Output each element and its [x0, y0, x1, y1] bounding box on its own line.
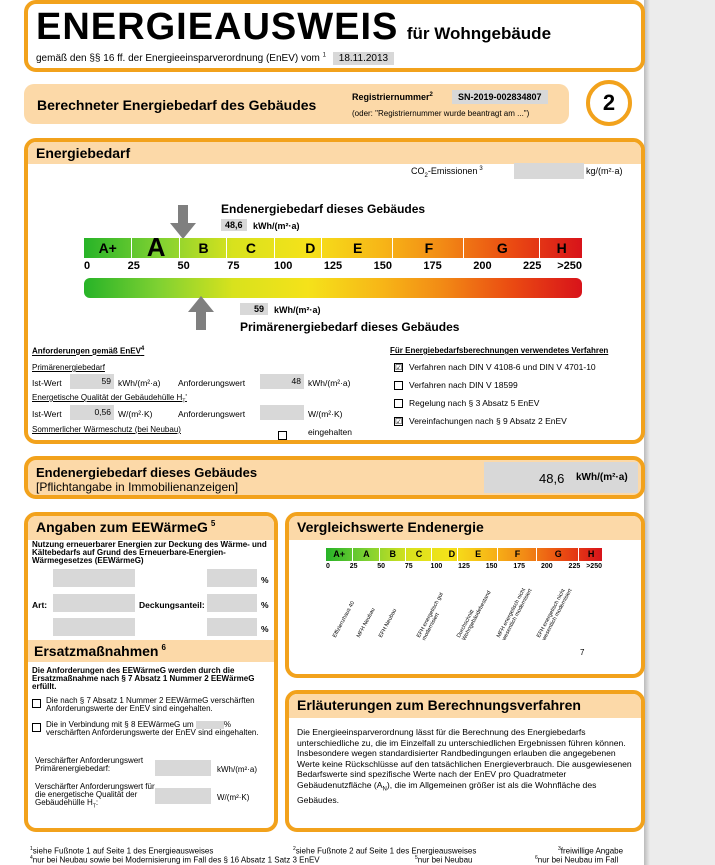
primary-energy-title: Primärenergiebedarf dieses Gebäudes: [240, 320, 460, 334]
ist-unit: kWh/(m²·a): [118, 378, 161, 388]
primary-energy-value: 59: [240, 303, 268, 315]
vergleich-marker-label: Durchschnitt Wohngebäudebestand: [456, 590, 493, 642]
endenergie-summary-value: 48,6: [539, 471, 565, 486]
scale-tick-label: 25: [349, 563, 358, 570]
verfahren-title: Für Energiebedarfsberechnungen verwendetes Verfahren: [390, 346, 609, 355]
ersatz-option-1-checkbox[interactable]: [32, 699, 41, 708]
registration-label: Registriernummer$^2$: [352, 92, 433, 102]
endenergie-summary-unit: kWh/(m²·a): [576, 472, 628, 483]
ist2-value: 0,56: [70, 405, 114, 420]
scale-class-label: E: [457, 548, 497, 561]
scale-class-label: B: [379, 548, 406, 561]
enev-date: 18.11.2013: [333, 52, 394, 65]
pct-3: %: [261, 624, 269, 634]
anforderungen-title: Anforderungen gemäß EnEV$^4$: [32, 346, 145, 356]
scale-tick-label: 75: [404, 563, 413, 570]
registration-number: SN-2019-002834807: [452, 90, 548, 104]
ersatz-v2-label: Verschärfter Anforderungswert für die energetische Qualität der Gebäudehülle $H_T$:: [35, 782, 155, 810]
verfahren-checkbox[interactable]: ☑: [395, 363, 403, 373]
endenergie-summary-title: Endenergiebedarf dieses Gebäudes: [36, 465, 258, 480]
sommer-checkbox[interactable]: [278, 427, 293, 445]
scale-tick-label: 50: [377, 563, 386, 570]
scale-class-label: F: [497, 548, 537, 561]
verfahren-item: ☑ Verfahren nach DIN V 4108-6 und DIN V 4701-10: [395, 362, 596, 373]
end-energy-unit: kWh/(m²·a): [253, 221, 300, 231]
co2-unit: kg/(m²·a): [586, 166, 623, 176]
scale-class-label: B: [179, 238, 227, 258]
eewaermeg-art-field-3: [53, 618, 135, 636]
section-title: Berechneter Energiebedarf des Gebäudes: [37, 97, 317, 113]
ersatz-v1-label: Verschärfter Anforderungswert Primärenergiebedarf:: [35, 756, 144, 773]
erlaeuterung-header: Erläuterungen zum Berechnungsverfahren: [289, 694, 641, 718]
sommer-eingehalten: eingehalten: [308, 427, 352, 437]
scale-tick-label: 200: [540, 563, 553, 570]
vergleich-marker-label: MFH Neubau: [356, 607, 377, 639]
anf2-value: [260, 405, 304, 420]
pct-2: %: [261, 600, 269, 610]
header-box: [24, 0, 645, 72]
vergleich-scale: [326, 548, 602, 578]
eewaermeg-desc: Nutzung erneuerbarer Energien zur Deckung des Wärme- und Kältebedarfs auf Grund des Erneuerbare-Energien-Wärmegesetzes (EEWärmeG): [32, 540, 267, 565]
scale-tick-label: 75: [227, 260, 240, 272]
vergleich-marker-label: EFH energetisch gut modernisiert: [416, 591, 445, 642]
ersatz-option-2: Die in Verbindung mit § 8 EEWärmeG um % verschärften Anforderungswerte der EnEV sind eingehalten.: [32, 721, 268, 737]
erlaeuterung-text: Die Energieeinsparverordnung lässt für die Berechnung des Energiebedarfs unterschiedliche zu, die im Einzelfall zu unterschiedlichen Ergebnissen führen können. Insbesondere wegen standardisierter Randbedingungen erlauben die angegebenen Werte keine Rückschlüsse auf den tatsächlichen Energieverbrauch. Die ausgewiesenen Bedarfswerte sind spezifische Werte nach der EnEV pro Quadratmeter Gebäudenutzfläche $(A_N)$, die im Allgemeinen größer ist als die Wohnfläche des Gebäudes.: [297, 727, 632, 805]
registration-note: (oder: "Registriernummer wurde beantragt am ..."): [352, 109, 530, 118]
anf-unit: kWh/(m²·a): [308, 378, 351, 388]
vergleich-markers: [326, 578, 602, 658]
scale-tick-label: 175: [513, 563, 526, 570]
primary-energy-arrow-icon: [188, 296, 214, 330]
scale-class-label: A+: [98, 240, 117, 256]
scale-tick-label: 150: [485, 563, 498, 570]
scale-class-label: G: [463, 238, 540, 258]
scale-tick-label: 50: [177, 260, 190, 272]
eewaermeg-art-field-2: [53, 594, 135, 612]
anf2-label: Anforderungswert: [178, 409, 246, 419]
ersatz-v2-unit: W/(m²·K): [217, 793, 250, 802]
scale-lower-band: [84, 278, 582, 298]
endenergie-summary-box: [24, 456, 645, 499]
scale-class-label: C: [405, 548, 432, 561]
ist2-label: Ist-Wert: [32, 409, 62, 419]
scale-tick-label: 200: [473, 260, 492, 272]
verfahren-checkbox[interactable]: [394, 399, 403, 408]
scale-class-label: A+: [333, 549, 346, 559]
page-number-badge: 2: [586, 80, 632, 126]
scale-class-label: D: [274, 238, 346, 258]
verfahren-list: [394, 362, 596, 434]
scale-class-label: G: [536, 548, 579, 561]
vergleich-marker-label: MFH energetisch nicht wesentlich modernisiert: [496, 587, 534, 642]
scale-tick-label: >250: [557, 260, 582, 272]
energiebedarf-header: Energiebedarf: [28, 142, 641, 164]
document-title: ENERGIEAUSWEIS: [36, 6, 399, 48]
ersatz-option-2-checkbox[interactable]: [32, 723, 41, 732]
scale-class-label: H: [578, 548, 603, 561]
viewer-background: [650, 0, 715, 865]
anf-label: Anforderungswert: [178, 378, 246, 388]
footnotes: $^1$siehe Fußnote 1 auf Seite 1 des Energieausweises $^2$siehe Fußnote 2 auf Seite 1 des Energieausweises $^3$freiwillige Angabe $^4$nur bei Neubau sowie bei Modernisierung im Fall des § 16 Absatz 1 Satz 3 EnEV $^5$nur bei Neubau $^6$nur bei Neubau im Fall: [30, 846, 624, 865]
scale-tick-label: 125: [323, 260, 343, 272]
ersatz-option-1: Die nach § 7 Absatz 1 Nummer 2 EEWärmeG verschärften Anforderungswerte der EnEV sind eingehalten.: [32, 697, 268, 713]
vergleich-header: Vergleichswerte Endenergie: [289, 516, 641, 540]
end-energy-title: Endenergiebedarf dieses Gebäudes: [221, 202, 426, 216]
vergleich-marker-label: EFH energetisch nicht wesentlich modernisiert: [536, 588, 574, 642]
co2-label: $CO_2$-Emissionen $^3$: [411, 166, 483, 179]
endenergie-summary-subtitle: [Pflichtangabe in Immobilienanzeigen]: [36, 480, 239, 494]
eewaermeg-deck-label: Deckungsanteil:: [139, 600, 205, 610]
scale-tick-label: 125: [458, 563, 470, 570]
huelle-label: Energetische Qualität der Gebäudehülle $H_T'$: [32, 393, 187, 405]
primary-energy-unit: kWh/(m²·a): [274, 305, 321, 315]
scale-tick-label: 100: [274, 260, 293, 272]
eewaermeg-deck-field-2: [207, 594, 257, 612]
eewaermeg-header: Angaben zum EEWärmeG $^5$: [28, 516, 274, 540]
enev-footnote-ref: 1: [322, 52, 326, 59]
scale-class-label: D: [431, 548, 471, 561]
ersatz-v2-field: [155, 788, 211, 804]
scale-class-label: C: [226, 238, 274, 258]
eewaermeg-art-field-1: [53, 569, 135, 587]
eewaermeg-art-label: Art:: [32, 600, 48, 610]
scale-class-label: A: [131, 234, 179, 260]
energy-scale: [84, 232, 582, 298]
scale-tick-label: 175: [423, 260, 442, 272]
eewaermeg-deck-field-1: [207, 569, 257, 587]
verfahren-item: Regelung nach § 3 Absatz 5 EnEV: [394, 398, 596, 416]
eewaermeg-deck-field-3: [207, 618, 257, 636]
scale-tick-label: 0: [84, 260, 91, 272]
ersatz-header: Ersatzmaßnahmen $^6$: [28, 640, 274, 662]
scale-tick-label: 150: [373, 260, 392, 272]
scale-tick-label: 225: [568, 563, 581, 570]
scale-class-label: F: [392, 238, 464, 258]
ist-value: 59: [70, 374, 114, 389]
verfahren-checkbox[interactable]: ☑: [395, 417, 403, 427]
anf2-unit: W/(m²·K): [308, 409, 343, 419]
document-subtitle: für Wohngebäude: [406, 24, 552, 43]
endenergie-summary-field: [484, 462, 638, 493]
vergleich-footnote: 7: [580, 648, 585, 657]
sommer-label: Sommerlicher Wärmeschutz (bei Neubau): [32, 425, 181, 434]
verfahren-item: Verfahren nach DIN V 18599: [394, 380, 596, 398]
ersatz-intro: Die Anforderungen des EEWärmeG werden durch die Ersatzmaßnahme nach § 7 Absatz 1 Nummer 2 EEWärmeG erfüllt.: [32, 666, 255, 691]
ist-label: Ist-Wert: [32, 378, 62, 388]
verfahren-item: ☑ Vereinfachungen nach § 9 Absatz 2 EnEV: [395, 416, 567, 427]
vergleich-marker-label: EFH Neubau: [378, 607, 399, 639]
anf-value: 48: [260, 374, 304, 389]
ersatz-v1-unit: kWh/(m²·a): [217, 765, 257, 774]
pct-1: %: [261, 575, 269, 585]
scale-tick-label: >250: [586, 563, 602, 570]
end-energy-value: 48,6: [221, 219, 247, 231]
ist2-unit: W/(m²·K): [118, 409, 153, 419]
scale-tick-label: 0: [326, 563, 330, 570]
scale-class-label: A: [352, 548, 379, 561]
vergleich-marker-label: Effizienzhaus 40: [332, 600, 357, 639]
scale-tick-label: 25: [127, 260, 140, 272]
scale-tick-label: 100: [430, 563, 443, 570]
scale-tick-label: 225: [523, 260, 542, 272]
verfahren-checkbox[interactable]: [394, 381, 403, 390]
scale-class-label: H: [539, 238, 583, 258]
scale-class-label: E: [321, 238, 393, 258]
ersatz-v1-field: [155, 760, 211, 776]
primaer-label: Primärenergiebedarf: [32, 363, 105, 372]
enev-line: gemäß den §§ 16 ff. der Energieeinsparverordnung (EnEV) vom: [36, 53, 320, 64]
co2-field: [514, 163, 584, 179]
